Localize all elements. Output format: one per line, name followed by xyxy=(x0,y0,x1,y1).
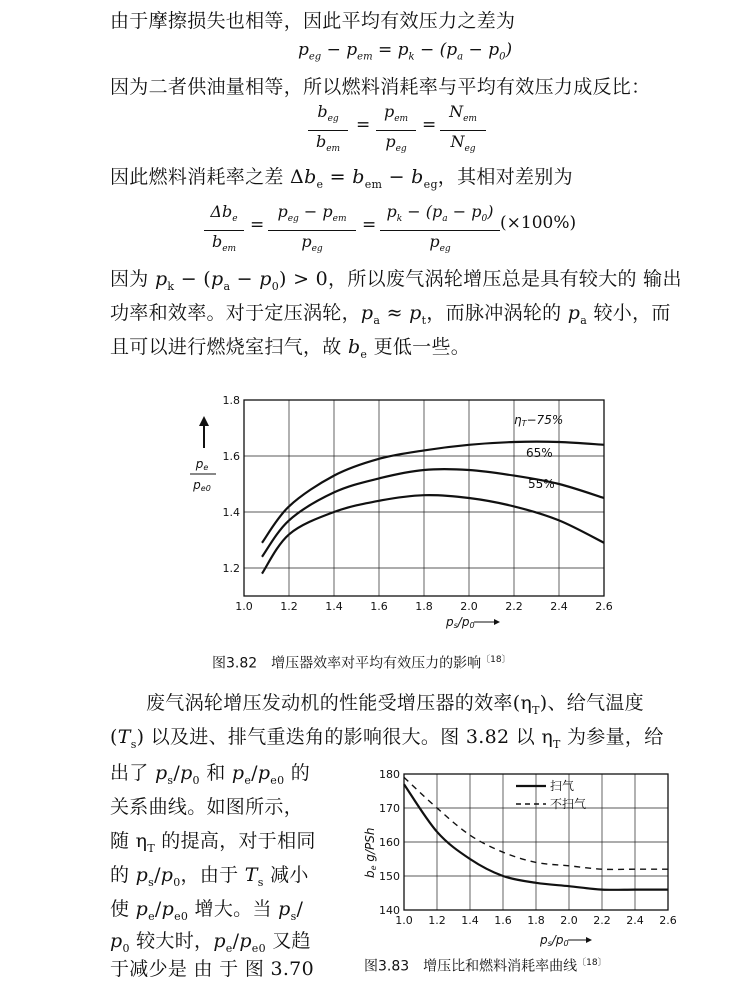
fraction-nem-neg: $N_{em}$ $N_{eg}$ xyxy=(440,102,486,159)
fraction-beg-bem: $b_{eg}$ $b_{em}$ xyxy=(308,102,348,159)
x-tick-label: 2.2 xyxy=(505,600,523,613)
x-axis-arrowhead xyxy=(586,937,592,943)
x-tick-label: 1.8 xyxy=(527,914,545,927)
fraction-pk-peg: $p_k - (p_a - p_0)$ $p_{eg}$ xyxy=(380,202,500,259)
equals-sign: = xyxy=(250,215,265,235)
y-tick-label: 1.2 xyxy=(222,562,240,575)
paragraph-line: 关系曲线。如图所示， xyxy=(110,796,304,818)
x-tick-label: 1.6 xyxy=(494,914,512,927)
x-tick-label: 2.0 xyxy=(460,600,478,613)
y-axis-arrowhead xyxy=(199,416,209,426)
x-axis-arrowhead xyxy=(494,619,500,625)
x-tick-label: 2.2 xyxy=(593,914,611,927)
fraction-dbe-bem: $\Delta b_e$ $b_{em}$ xyxy=(204,202,244,259)
fraction-pem-peg: $p_{em}$ $p_{eg}$ xyxy=(376,102,416,159)
equals-sign: = xyxy=(422,115,437,135)
figure-3-82-caption: 图3.82 增压器效率对平均有效压力的影响$^{〔18〕}$ xyxy=(212,655,511,672)
series-line-0 xyxy=(262,442,604,543)
y-tick-label: 180 xyxy=(379,768,400,781)
paragraph-line: 因为二者供油量相等，所以燃料消耗率与平均有效压力成反比： xyxy=(110,76,651,98)
x-tick-label: 2.6 xyxy=(659,914,677,927)
paragraph-line: 功率和效率。对于定压涡轮，$p_a \approx p_t$，而脉冲涡轮的 $p_a$ 较小，而 xyxy=(110,302,671,327)
y-tick-label: 140 xyxy=(379,904,400,917)
y-axis-label-den: pe0 xyxy=(193,478,211,493)
figure-3-83-caption: 图3.83 增压比和燃料消耗率曲线$^{〔18〕}$ xyxy=(364,958,607,975)
paragraph-line: 出了 $p_s/p_0$ 和 $p_e/p_{e0}$ 的 xyxy=(110,762,311,787)
equals-sign: = xyxy=(356,115,371,135)
y-tick-label: 160 xyxy=(379,836,400,849)
x-tick-label: 1.6 xyxy=(370,600,388,613)
x-tick-label: 1.2 xyxy=(280,600,298,613)
x-tick-label: 2.4 xyxy=(550,600,568,613)
y-axis-label-num: pe xyxy=(195,457,209,472)
percent-note: (×100%) xyxy=(500,213,577,233)
series-line-2 xyxy=(262,495,604,573)
x-tick-label: 1.2 xyxy=(428,914,446,927)
legend-label-no-scavenge: 不扫气 xyxy=(550,797,587,811)
paragraph-line: $p_0$ 较大时，$p_e/p_{e0}$ 又趋 xyxy=(110,930,311,955)
paragraph-line: 随 $\eta_T$ 的提高，对于相同 xyxy=(110,830,316,855)
equals-sign: = xyxy=(362,215,377,235)
legend-label-scavenge: 扫气 xyxy=(550,779,575,793)
series-label-65: 65% xyxy=(526,446,553,460)
y-tick-label: 150 xyxy=(379,870,400,883)
x-tick-label: 2.4 xyxy=(626,914,644,927)
equation-1: $p_{eg} - p_{em} = p_k - (p_a - p_0)$ xyxy=(298,40,513,63)
x-tick-label: 1.8 xyxy=(415,600,433,613)
figure-3-83-chart xyxy=(350,760,690,950)
x-tick-label: 1.0 xyxy=(235,600,253,613)
x-tick-label: 1.4 xyxy=(461,914,479,927)
x-axis-label: ps/p0 xyxy=(446,615,475,630)
series-label-55: 55% xyxy=(528,477,555,491)
figure-3-82-chart xyxy=(180,390,620,640)
y-tick-label: 1.4 xyxy=(222,506,240,519)
x-tick-label: 1.4 xyxy=(325,600,343,613)
paragraph-line: 的 $p_s/p_0$，由于 $T_s$ 减小 xyxy=(110,864,309,889)
chart-series xyxy=(262,442,604,574)
y-tick-label: 170 xyxy=(379,802,400,815)
paragraph-line: $(T_s)$ 以及进、排气重迭角的影响很大。图 3.82 以 $\eta_T$ 为参量，给 xyxy=(110,726,664,751)
series-label-75: ηT−75% xyxy=(514,413,564,428)
paragraph-line: 于减少是 由 于 图 3.70 xyxy=(110,958,314,980)
x-tick-label: 2.6 xyxy=(595,600,613,613)
x-tick-label: 2.0 xyxy=(560,914,578,927)
paragraph-line: 因此燃料消耗率之差 $\Delta b_e = b_{em} - b_{eg}$，其相对差别为 xyxy=(110,166,573,191)
y-tick-label: 1.8 xyxy=(222,394,240,407)
chart-tick-labels xyxy=(379,768,677,927)
paragraph-line: 由于摩擦损失也相等，因此平均有效压力之差为 xyxy=(110,10,516,32)
paragraph-line: 因为 $p_k - (p_a - p_0) > 0$，所以废气涡轮增压总是具有较大的 输出 xyxy=(110,268,682,293)
paragraph-line: 且可以进行燃烧室扫气，故 $b_e$ 更低一些。 xyxy=(110,336,471,361)
x-tick-label: 1.0 xyxy=(395,914,413,927)
paragraph-line: 使 $p_e/p_{e0}$ 增大。当 $p_s/$ xyxy=(110,898,304,923)
y-axis-label: be g/PSh xyxy=(363,827,378,878)
paragraph-line: 废气涡轮增压发动机的性能受增压器的效率$(\eta_T)$、给气温度 xyxy=(146,692,644,717)
fraction-diff-peg: $p_{eg} - p_{em}$ $p_{eg}$ xyxy=(268,202,356,259)
y-tick-label: 1.6 xyxy=(222,450,240,463)
x-axis-label: ps/p0 xyxy=(540,933,569,948)
